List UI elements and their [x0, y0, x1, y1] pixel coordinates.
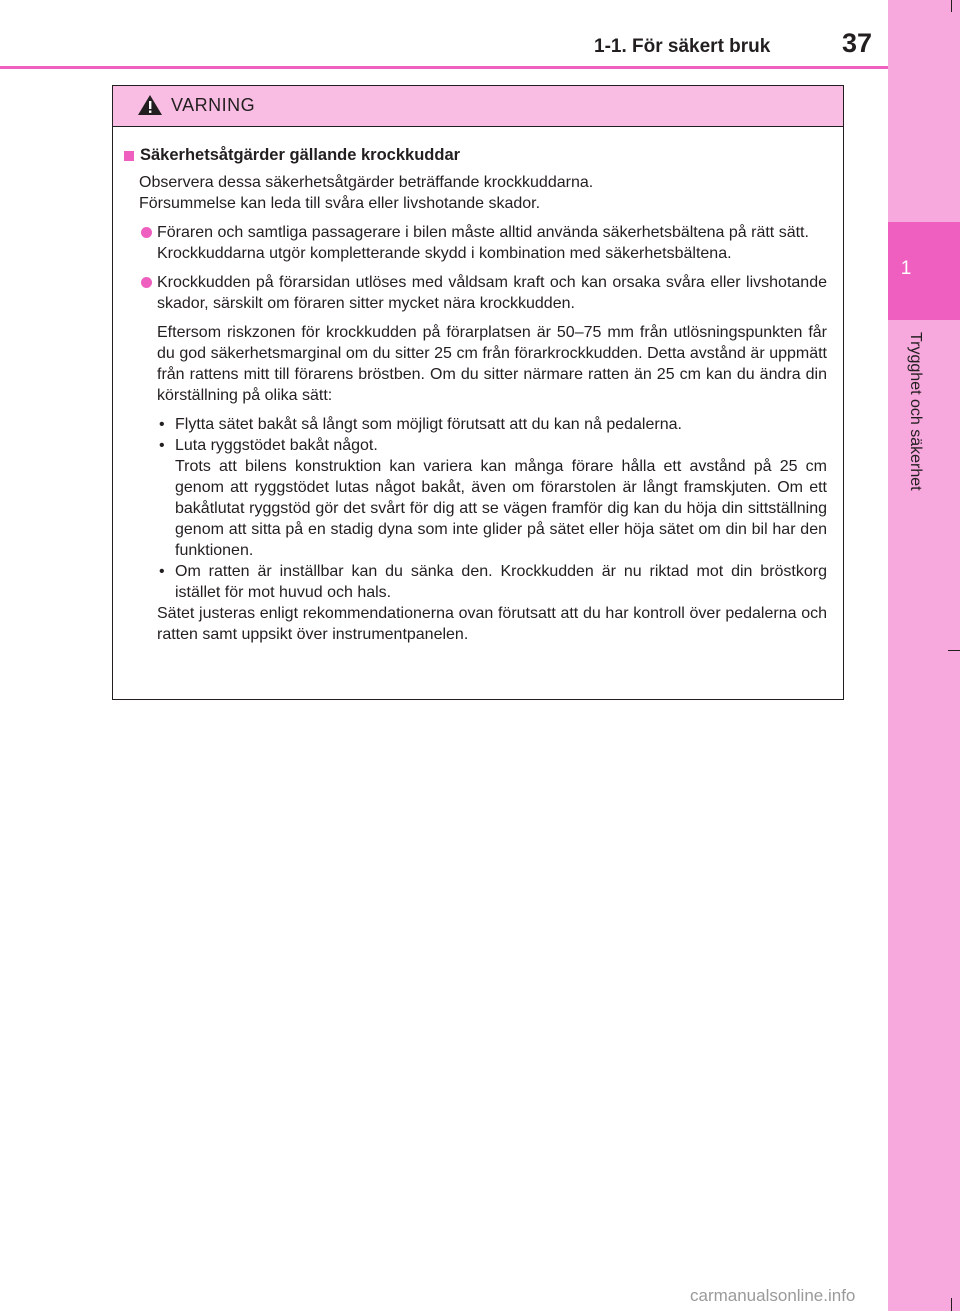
intro-line: Observera dessa säkerhetsåtgärder beträffande krockkuddarna. [139, 174, 594, 191]
paragraph: Eftersom riskzonen för krockkudden på förarplatsen är 50–75 mm från utlösningspunkten får du god säkerhetsmarginal om du sitter 25 cm från förarkrockkudden. Detta avstånd är uppmätt från rattens mitt till förarens bröstben. Om du sitter närmare ratten än 25 cm kan du ändra din körställning på olika sätt: [157, 324, 827, 404]
warning-title: VARNING [171, 95, 256, 115]
running-header: 1-1. För säkert bruk [594, 36, 771, 57]
sub-bullet-mark: • [159, 563, 165, 580]
warning-header [113, 86, 843, 127]
warning-box [112, 85, 844, 700]
sub-list-item [157, 561, 827, 603]
crop-mark [951, 1298, 952, 1311]
bullet-dot-icon [141, 227, 152, 238]
square-bullet-icon [124, 151, 134, 161]
warning-body [113, 127, 843, 645]
warning-triangle-icon [137, 94, 163, 116]
section-heading-text: Säkerhetsåtgärder gällande krockkuddar [140, 146, 461, 164]
sub-item-detail: Trots att bilens konstruktion kan variera kan många förare hålla ett avstånd på 25 cm genom att ryggstödet lutas något bakåt, även om förarstolen är långt framskjuten. Om ett bakåtlutat ryggstöd gör det svårt för dig att se vägen framför dig kan du höja din sittställning genom att sitta på en stadig dyna som inte glider på sätet eller höja sätet om din bil har den funktionen. [175, 458, 827, 559]
bullet-text: Krockkudden på förarsidan utlöses med våldsam kraft och kan orsaka svåra eller livshotande skador, särskilt om föraren sitter mycket nära krockkudden. [157, 274, 827, 312]
bullet-text: Krockkuddarna utgör kompletterande skydd i kombination med säkerhetsbältena. [157, 245, 732, 262]
sub-list [124, 414, 827, 645]
crop-mark [951, 0, 952, 12]
side-tab-strip [888, 0, 960, 1311]
crop-mark [948, 650, 960, 651]
list-item [124, 272, 827, 314]
sub-item-text: Luta ryggstödet bakåt något. [175, 437, 378, 454]
closing-text: Sätet justeras enligt rekommendationerna ovan förutsatt att du har kontroll över pedalerna och ratten samt uppsikt över instrumentpanelen. [157, 605, 827, 643]
intro [124, 172, 827, 214]
sub-list-item [157, 414, 827, 435]
sub-bullet-mark: • [159, 437, 165, 454]
watermark: carmanualsonline.info [690, 1286, 856, 1305]
bullet-text: Föraren och samtliga passagerare i bilen måste alltid använda säkerhetsbältena på rätt sätt. [157, 224, 809, 241]
header-rule [0, 66, 888, 69]
sub-item-text: Flytta sätet bakåt så långt som möjligt förutsatt att du kan nå pedalerna. [175, 416, 682, 433]
page-number: 37 [842, 28, 873, 58]
chapter-number: 1 [900, 258, 912, 279]
chapter-label: Trygghet och säkerhet [907, 332, 924, 491]
list-item [124, 222, 827, 264]
sub-list-item [157, 435, 827, 561]
bullet-dot-icon [141, 277, 152, 288]
sub-bullet-mark: • [159, 416, 165, 433]
intro-line: Försummelse kan leda till svåra eller livshotande skador. [139, 195, 541, 212]
section-heading [124, 145, 827, 166]
sub-item-text: Om ratten är inställbar kan du sänka den. Krockkudden är nu riktad mot din bröstkorg istället för mot huvud och hals. [175, 563, 827, 601]
